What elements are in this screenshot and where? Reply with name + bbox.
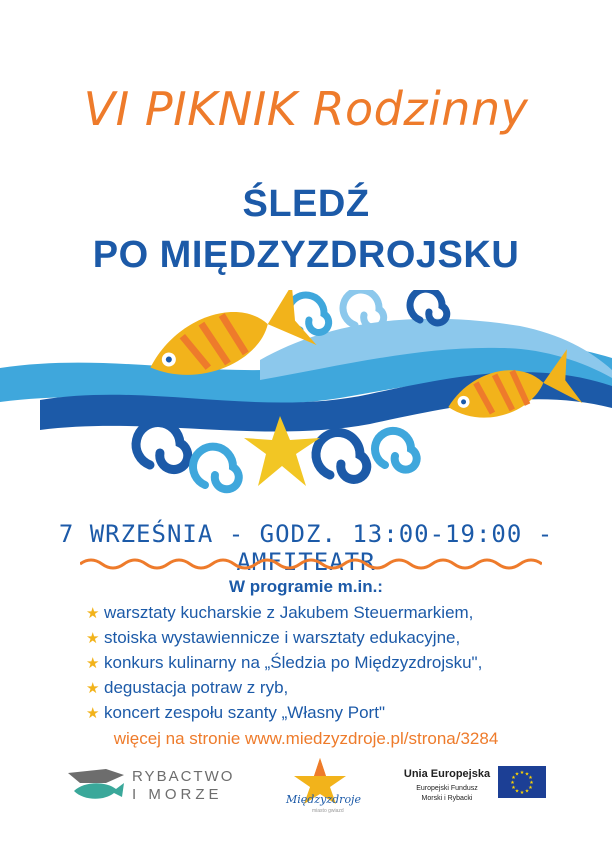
- title-line-1: ŚLEDŹ: [242, 183, 370, 225]
- miedzyzdroje-logo-tagline: miasto gwiazd: [312, 808, 344, 814]
- title-line-2: PO MIĘDZYZDROJSKU: [92, 234, 520, 276]
- svg-text:★: ★: [528, 775, 533, 781]
- eu-flag-icon: [498, 766, 546, 798]
- program-item-text: koncert zespołu szanty „Własny Port": [104, 703, 385, 722]
- svg-text:★: ★: [519, 790, 525, 796]
- program-item: [86, 650, 482, 675]
- star-icon: ★: [86, 705, 100, 722]
- rybactwo-logo-line2: I MORZE: [132, 786, 223, 803]
- svg-text:★: ★: [514, 771, 520, 778]
- waves-fish-illustration: [0, 290, 612, 500]
- svg-text:★: ★: [524, 771, 530, 778]
- eu-logo-line2: Morski i Rybacki: [421, 795, 473, 802]
- miedzyzdroje-logo-name: Międzyzdroje: [286, 793, 361, 806]
- program-item-text: degustacja potraw z ryb,: [104, 678, 289, 697]
- program-item: [86, 625, 482, 650]
- program-item: [86, 600, 482, 625]
- svg-text:★: ★: [528, 785, 533, 791]
- program-item-text: warsztaty kucharskie z Jakubem Steuermarkiem,: [104, 603, 474, 622]
- svg-text:★: ★: [524, 788, 530, 795]
- rybactwo-logo-line1: RYBACTWO: [132, 768, 235, 785]
- svg-text:★: ★: [519, 770, 525, 776]
- program-item: [86, 700, 482, 725]
- svg-text:★: ★: [511, 775, 516, 781]
- eu-logo-line1: Europejski Fundusz: [416, 785, 478, 792]
- more-info-link[interactable]: więcej na stronie www.miedzyzdroje.pl/strona/3284: [113, 729, 499, 748]
- orange-wave-divider: [80, 556, 542, 572]
- eu-logo-subtitle: [392, 784, 502, 804]
- program-item: [86, 675, 482, 700]
- svg-text:★: ★: [529, 780, 534, 786]
- star-icon: ★: [86, 605, 100, 622]
- program-heading: W programie m.in.:: [229, 577, 383, 596]
- program-item-text: konkurs kulinarny na „Śledzia po Międzyzdrojsku",: [104, 653, 483, 672]
- star-icon: ★: [86, 655, 100, 672]
- svg-text:★: ★: [514, 788, 520, 795]
- svg-text:★: ★: [511, 785, 516, 791]
- eu-logo-title: Unia Europejska: [403, 768, 491, 780]
- event-date-line: 7 WRZEŚNIA - GODZ. 13:00-19:00 - AMFITEATR: [58, 520, 554, 576]
- program-item-text: stoiska wystawiennicze i warsztaty edukacyjne,: [104, 628, 461, 647]
- program-list: [86, 600, 482, 725]
- event-headline: VI PIKNIK Rodzinny: [83, 82, 529, 136]
- svg-text:★: ★: [510, 780, 515, 786]
- star-icon: ★: [86, 630, 100, 647]
- star-icon: ★: [86, 680, 100, 697]
